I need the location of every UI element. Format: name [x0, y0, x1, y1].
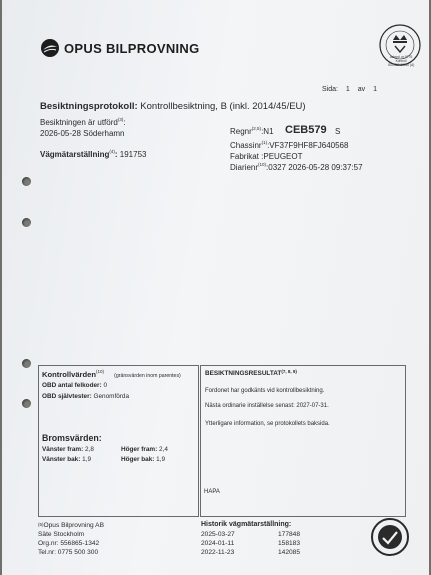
history-row	[201, 539, 300, 548]
company-info	[38, 521, 104, 557]
page-total: 1	[373, 86, 378, 93]
regnr-value: CEB579	[285, 124, 327, 136]
performed-value: 2026-05-28 Söderhamn	[40, 129, 125, 138]
diary-value: :0327 2026-05-28 09:37:57	[266, 163, 363, 172]
history-value: 177848	[278, 531, 301, 538]
right-rear-row	[121, 456, 165, 463]
company-org: Org.nr: 556865-1342	[38, 540, 100, 547]
left-front-label: Vänster fram:	[42, 446, 84, 453]
page-label: Sida:	[322, 86, 338, 93]
performed-label-text: Besiktningen är utförd	[40, 118, 118, 127]
odometer-row: Vägmätarställning$^{(4)}$: 191753	[40, 149, 147, 159]
title-bold: Besiktningsprotokoll:	[40, 101, 138, 112]
diary-row	[230, 163, 363, 172]
page-title	[40, 101, 306, 112]
obd-tests-label: OBD självtester:	[42, 393, 92, 400]
punch-hole	[22, 177, 31, 186]
performed-sup: (3)	[117, 117, 124, 122]
result-heading	[205, 370, 297, 377]
result-line-1: Fordonet har godkänts vid kontrollbesiktning.	[205, 388, 325, 394]
left-rear-label: Vänster bak:	[42, 456, 81, 463]
swedac-line-3: ISO/IEC 17020 (A)	[387, 63, 415, 67]
result-heading-sup: (7, 8, 9)	[281, 369, 297, 374]
chassis-label: Chassinr	[230, 141, 262, 150]
chassis-row	[230, 141, 348, 150]
result-footer: HAPA	[204, 489, 220, 495]
opus-logo	[40, 38, 200, 58]
left-rear-row	[42, 456, 91, 463]
swedac-caption	[383, 55, 419, 67]
control-values-note: (gränsvärden inom parentes)	[114, 373, 181, 379]
history-value: 158183	[278, 540, 301, 547]
obd-tests-value: Genomförda	[93, 393, 130, 400]
history-row	[201, 548, 300, 557]
regnr-sup: (2,5)	[251, 126, 262, 131]
company-seat: Säte Stockholm	[38, 531, 85, 538]
company-phone: Tel.nr: 0775 500 300	[38, 549, 99, 556]
left-rear-value: 1,9	[82, 456, 92, 463]
make-label: Fabrikat	[230, 152, 259, 161]
chassis-value: :VF37F9HF8FJ640568	[267, 141, 349, 150]
diary-label: Diarienr	[230, 163, 259, 172]
obd-faults-label: OBD antal felkoder:	[42, 382, 102, 389]
page-of: av	[357, 86, 366, 93]
control-values-title: Kontrollvärden	[42, 370, 97, 379]
obd-faults-value: 0	[103, 382, 108, 389]
result-heading-text: BESIKTNINGSRESULTAT	[205, 370, 282, 377]
right-front-row	[121, 446, 168, 453]
punch-hole	[22, 218, 31, 227]
odometer-value: 191753	[119, 150, 147, 159]
punch-hole	[22, 359, 31, 368]
title-rest: Kontrollbesiktning, B (inkl. 2014/45/EU)	[140, 101, 306, 112]
brake-heading: Bromsvärden:	[42, 433, 102, 443]
company-sup: (6)	[38, 522, 44, 527]
history-date: 2022-11-23	[201, 549, 235, 556]
history-date: 2025-03-27	[201, 531, 235, 538]
right-rear-label: Höger bak:	[121, 456, 155, 463]
performed-label: Besiktningen är utförd$^{(3)}$:	[40, 117, 126, 127]
obd-tests-row	[42, 393, 129, 400]
result-line-2: Nästa ordinarie inställelse senast: 2027-07-31.	[205, 403, 329, 409]
left-front-row	[42, 446, 94, 453]
regnr-label-text: Regnr	[230, 127, 252, 136]
chassis-sup: (1)	[261, 140, 268, 145]
history-heading: Historik vägmätarställning:	[201, 521, 292, 528]
page-indicator	[322, 86, 383, 93]
brand-name: OPUS BILPROVNING	[64, 40, 200, 56]
regnr-prefix: :N1	[261, 127, 274, 136]
punch-hole	[22, 399, 31, 408]
right-front-label: Höger fram:	[121, 446, 158, 453]
make-value: :PEUGEOT	[261, 152, 303, 161]
swedac-line-2: Kontroll	[395, 59, 407, 63]
history-row	[201, 530, 300, 539]
inspection-seal-icon	[370, 517, 410, 557]
left-front-value: 2,8	[84, 446, 94, 453]
regnr-suffix: S	[335, 127, 341, 136]
company-name-row	[38, 521, 104, 530]
obd-faults-row	[42, 382, 107, 389]
make-row	[230, 152, 302, 161]
diary-sup: (10)	[258, 162, 267, 167]
right-front-value: 2,4	[159, 446, 168, 453]
odometer-label: Vägmätarställning	[40, 150, 110, 159]
history-date: 2024-01-11	[201, 540, 235, 547]
opus-logo-icon	[40, 38, 60, 58]
page-number: 1	[345, 86, 350, 93]
inspection-protocol-sheet	[2, 0, 429, 575]
odometer-sup: (4)	[109, 149, 115, 154]
control-values-heading	[42, 370, 181, 379]
control-values-sup: (10)	[96, 369, 105, 374]
company-name: Opus Bilprovning AB	[43, 522, 104, 529]
history-value: 142085	[278, 549, 301, 556]
swedac-line-1: Ackred. nr 9776	[389, 55, 413, 59]
regnr-label	[230, 127, 274, 136]
history-list	[201, 530, 300, 557]
result-line-3: Ytterligare information, se protokollets baksida.	[205, 421, 330, 427]
right-rear-value: 1,9	[156, 456, 166, 463]
